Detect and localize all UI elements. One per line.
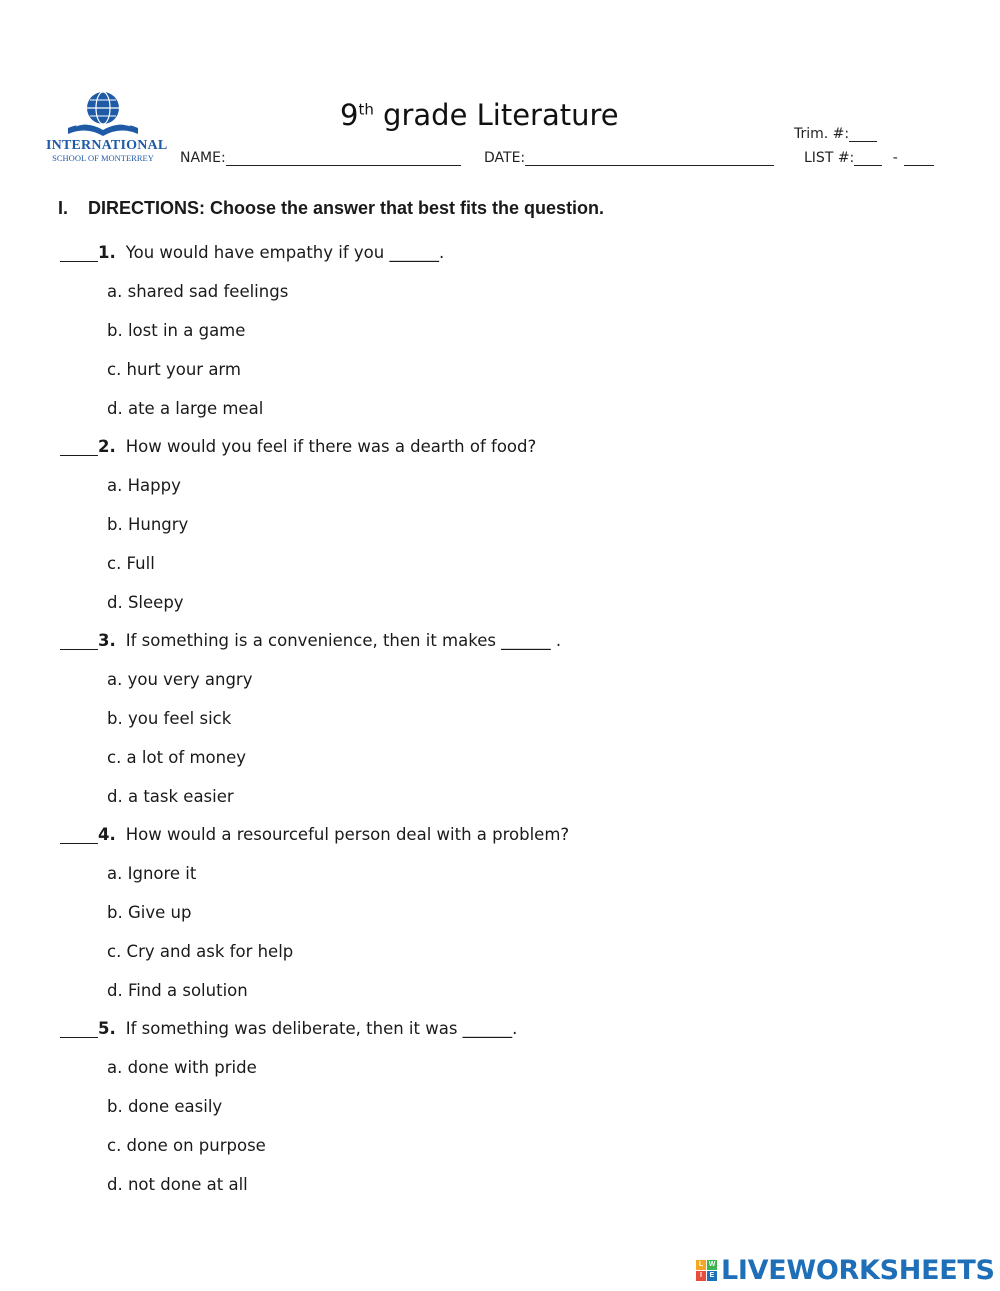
question-number: 5. [98, 1019, 116, 1038]
date-blank[interactable] [525, 150, 774, 166]
question-1 [60, 243, 444, 262]
option: d. ate a large meal [107, 399, 264, 418]
page-title [340, 98, 619, 132]
brand-block: I [696, 1271, 706, 1281]
brand-block: E [707, 1271, 717, 1281]
name-blank[interactable] [226, 150, 461, 166]
name-field [180, 150, 461, 166]
option: b. done easily [107, 1097, 223, 1116]
directions-number: I. [58, 198, 69, 218]
answer-blank-5[interactable] [60, 1021, 98, 1038]
question-number: 4. [98, 825, 116, 844]
directions [58, 198, 604, 219]
question-5 [60, 1019, 517, 1038]
question-number: 3. [98, 631, 116, 650]
answer-blank-4[interactable] [60, 827, 98, 844]
option: a. you very angry [107, 670, 253, 689]
question-2 [60, 437, 536, 456]
list-blank-1[interactable] [854, 150, 882, 166]
option: d. Sleepy [107, 593, 184, 612]
brand-block: W [708, 1260, 716, 1268]
option: c. a lot of money [107, 748, 247, 767]
title-superscript: th [358, 100, 374, 119]
trim-blank[interactable] [849, 126, 877, 142]
question-text: If something was deliberate, then it was ______. [125, 1019, 518, 1038]
list-field [804, 150, 934, 166]
globe-book-icon [46, 90, 160, 140]
option: a. Ignore it [107, 864, 197, 883]
option: c. Full [107, 554, 155, 573]
title-number: 9 [340, 98, 359, 132]
question-text: How would you feel if there was a dearth of food? [125, 437, 537, 456]
list-dash: - [892, 150, 898, 166]
option: d. Find a solution [107, 981, 248, 1000]
trim-field [794, 126, 877, 142]
date-field [484, 150, 774, 166]
option: a. done with pride [107, 1058, 257, 1077]
question-text: If something is a convenience, then it makes ______ . [125, 631, 562, 650]
question-text: You would have empathy if you ______. [125, 243, 445, 262]
option: c. done on purpose [107, 1136, 266, 1155]
question-3 [60, 631, 561, 650]
option: a. Happy [107, 476, 181, 495]
title-text: grade Literature [373, 98, 619, 132]
date-label: DATE: [484, 150, 526, 166]
list-label: LIST #: [804, 150, 855, 166]
list-blank-2[interactable] [904, 150, 934, 166]
brand-block: L [696, 1260, 706, 1270]
question-number: 1. [98, 243, 116, 262]
school-logo [46, 90, 168, 166]
question-4 [60, 825, 569, 844]
option: c. Cry and ask for help [107, 942, 294, 961]
option: d. a task easier [107, 787, 234, 806]
directions-text: DIRECTIONS: Choose the answer that best fits the question. [88, 198, 605, 218]
option: d. not done at all [107, 1175, 248, 1194]
logo-line1: INTERNATIONAL [46, 138, 168, 153]
option: b. you feel sick [107, 709, 232, 728]
brand-blocks-icon [696, 1260, 717, 1281]
logo-line2: SCHOOL OF MONTERREY [52, 153, 154, 163]
answer-blank-2[interactable] [60, 439, 98, 456]
answer-blank-1[interactable] [60, 245, 98, 262]
answer-blank-3[interactable] [60, 633, 98, 650]
option: a. shared sad feelings [107, 282, 289, 301]
option: c. hurt your arm [107, 360, 241, 379]
question-number: 2. [98, 437, 116, 456]
option: b. Hungry [107, 515, 189, 534]
trim-label: Trim. #: [794, 126, 850, 142]
brand-text: LIVEWORKSHEETS [721, 1254, 995, 1286]
name-label: NAME: [180, 150, 226, 166]
question-text: How would a resourceful person deal with a problem? [125, 825, 570, 844]
liveworksheets-brand [696, 1254, 995, 1286]
option: b. Give up [107, 903, 192, 922]
option: b. lost in a game [107, 321, 246, 340]
